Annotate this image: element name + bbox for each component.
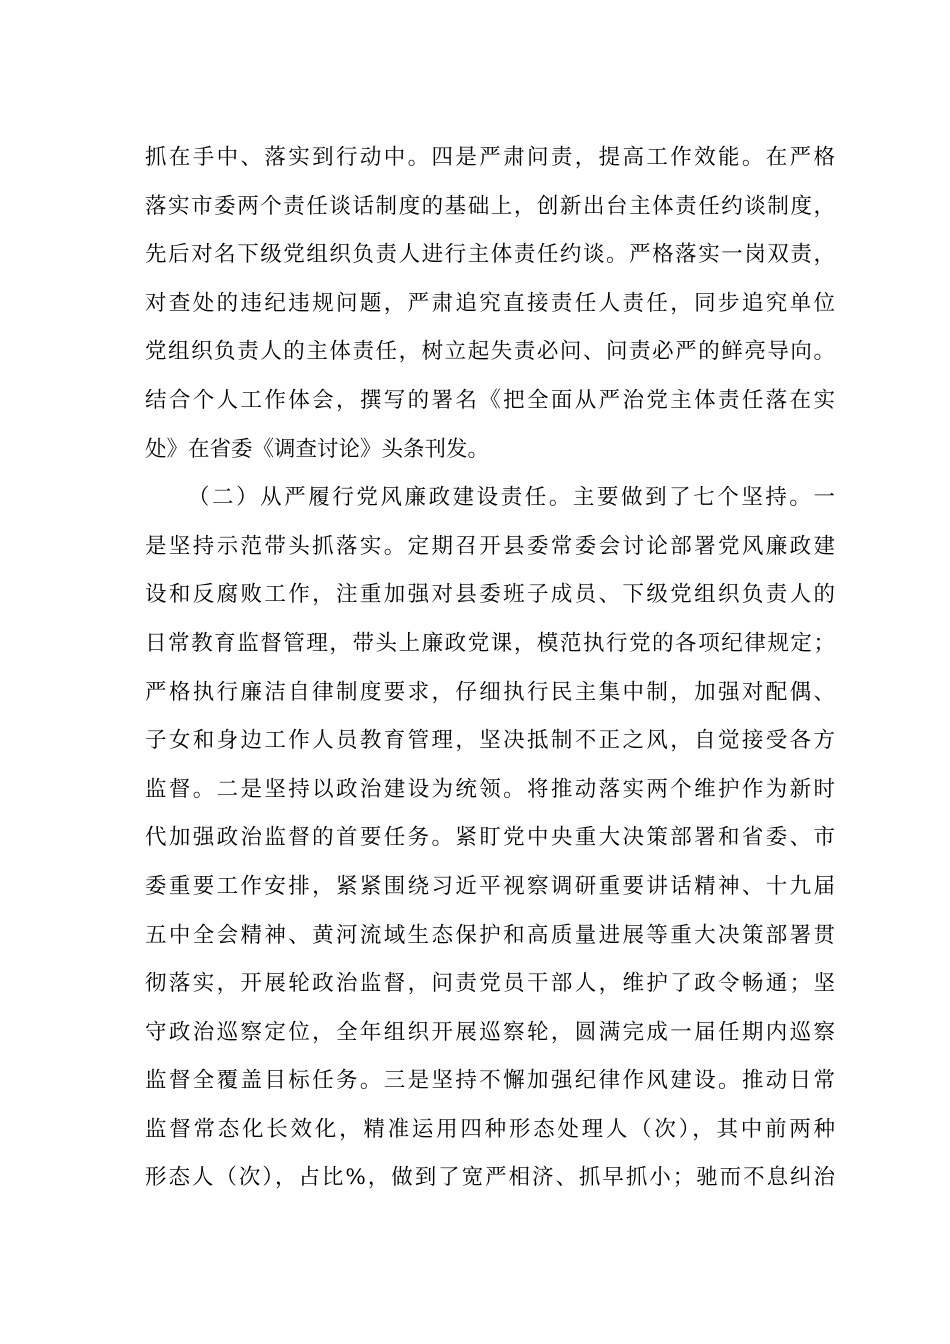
text-line: 处》在省委《调查讨论》头条刊发。	[145, 436, 490, 462]
text-line: 先后对名下级党组织负责人进行主体责任约谈。严格落实一岗双责，	[145, 242, 835, 268]
text-line: 形态人（次），占比%，做到了宽严相济、抓早抓小；驰而不息纠治	[145, 1165, 835, 1191]
text-line: 落实市委两个责任谈话制度的基础上，创新出台主体责任约谈制度，	[145, 193, 835, 219]
text-line: 委重要工作安排，紧紧围绕习近平视察调研重要讲话精神、十九届	[145, 873, 835, 899]
text-line: 监督常态化长效化，精准运用四种形态处理人（次），其中前两种	[145, 1116, 835, 1142]
text-line: 五中全会精神、黄河流域生态保护和高质量进展等重大决策部署贯	[145, 922, 835, 948]
text-line: 党组织负责人的主体责任，树立起失责必问、问责必严的鲜亮导向。	[145, 339, 835, 365]
text-line: 代加强政治监督的首要任务。紧盯党中央重大决策部署和省委、市	[145, 825, 835, 851]
text-line: 是坚持示范带头抓落实。定期召开县委常委会讨论部署党风廉政建	[145, 533, 835, 559]
text-line: 抓在手中、落实到行动中。四是严肃问责，提高工作效能。在严格	[145, 145, 835, 170]
text-line: 彻落实，开展轮政治监督，问责党员干部人，维护了政令畅通；坚	[145, 971, 835, 997]
body-text	[145, 134, 835, 1203]
text-line: 子女和身边工作人员教育管理，坚决抵制不正之风，自觉接受各方	[145, 728, 835, 754]
text-line: （二）从严履行党风廉政建设责任。主要做到了七个坚持。一	[188, 485, 835, 511]
text-line: 监督。二是坚持以政治建设为统领。将推动落实两个维护作为新时	[145, 776, 835, 802]
text-line: 监督全覆盖目标任务。三是坚持不懈加强纪律作风建设。推动日常	[145, 1068, 835, 1094]
text-line: 守政治巡察定位，全年组织开展巡察轮，圆满完成一届任期内巡察	[145, 1019, 835, 1045]
text-line: 结合个人工作体会，撰写的署名《把全面从严治党主体责任落在实	[145, 387, 835, 413]
text-line: 日常教育监督管理，带头上廉政党课，模范执行党的各项纪律规定；	[145, 630, 835, 656]
text-line: 严格执行廉洁自律制度要求，仔细执行民主集中制，加强对配偶、	[145, 679, 835, 705]
text-line: 设和反腐败工作，注重加强对县委班子成员、下级党组织负责人的	[145, 582, 835, 608]
text-line: 对查处的违纪违规问题，严肃追究直接责任人责任，同步追究单位	[145, 290, 835, 316]
